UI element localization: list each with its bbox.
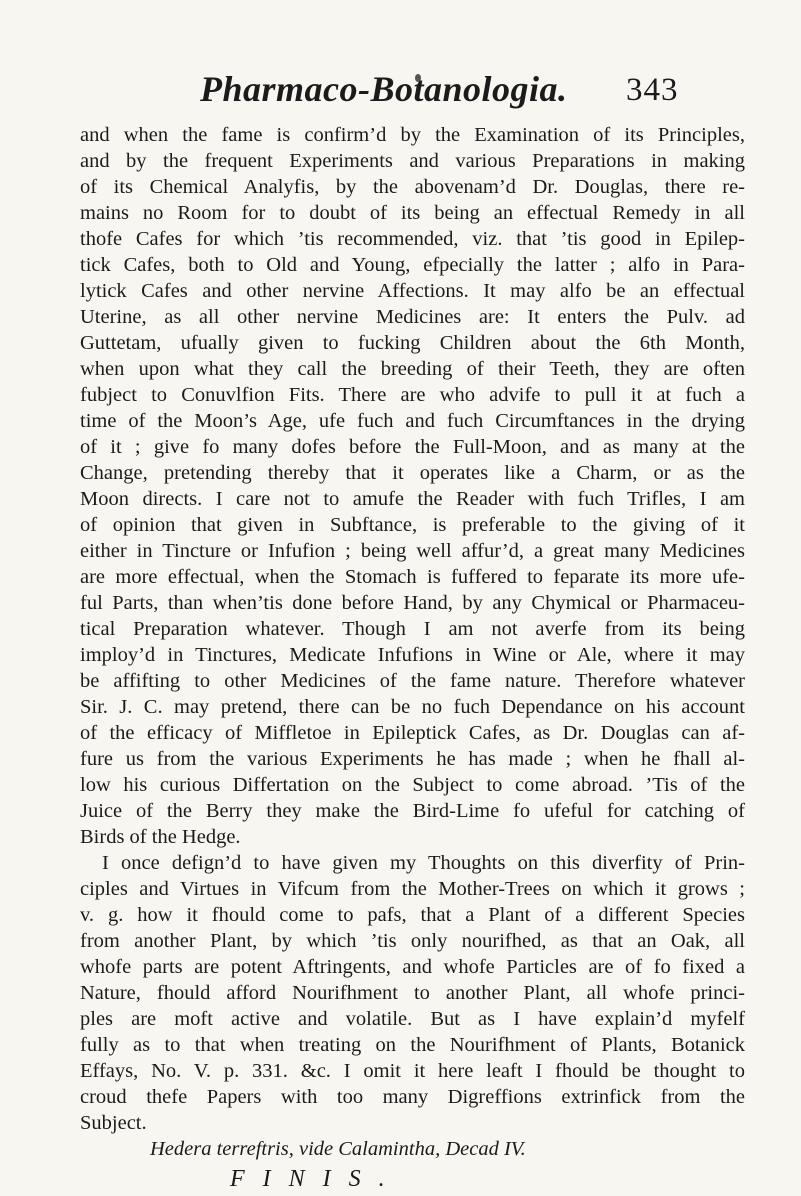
text-line: Uterine, as all other nervine Medicines are: It enters the Pulv. ad [80, 306, 745, 328]
page-header [0, 62, 801, 116]
text-line: Nature, fhould afford Nourifhment to another Plant, all whofe princi- [80, 982, 745, 1004]
text-line: Sir. J. C. may pretend, there can be no fuch Dependance on his account [80, 696, 745, 718]
text-line: ples are moft active and volatile. But as I have explain’d myfelf [80, 1008, 745, 1030]
text-line: when upon what they call the breeding of their Teeth, they are often [80, 358, 745, 380]
text-line: Birds of the Hedge. [80, 826, 241, 848]
text-line: time of the Moon’s Age, ufe fuch and fuch Circumftances in the drying [80, 410, 745, 432]
text-line: lytick Cafes and other nervine Affections. It may alfo be an effectual [80, 280, 745, 302]
text-line: fure us from the various Experiments he has made ; when he fhall al- [80, 748, 745, 770]
body-text [80, 122, 745, 1196]
text-line: ful Parts, than when’tis done before Hand, by any Chymical or Pharmaceu- [80, 592, 745, 614]
text-line: v. g. how it fhould come to pafs, that a Plant of a different Species [80, 904, 745, 926]
text-line: ciples and Virtues in Vifcum from the Mother-Trees on which it grows ; [80, 878, 745, 900]
text-line: croud thefe Papers with too many Digreffions extrinfick from the [80, 1086, 745, 1108]
text-line: fubject to Conuvlfion Fits. There are who advife to pull it at fuch a [80, 384, 745, 406]
text-line: thofe Cafes for which ’tis recommended, viz. that ’tis good in Epilep- [80, 228, 745, 250]
text-line: be affifting to other Medicines of the fame nature. Therefore whatever [80, 670, 745, 692]
text-line: I once defign’d to have given my Thoughts on this diverfity of Prin- [102, 852, 745, 874]
text-line: imploy’d in Tinctures, Medicate Infufions in Wine or Ale, where it may [80, 644, 745, 666]
cross-reference: Hedera terreftris, vide Calamintha, Decad IV. [150, 1138, 526, 1160]
text-line: of opinion that given in Subftance, is preferable to the giving of it [80, 514, 745, 536]
text-line: fully as to that when treating on the Nourifhment of Plants, Botanick [80, 1034, 745, 1056]
text-line: either in Tincture or Infufion ; being well affur’d, a great many Medicines [80, 540, 745, 562]
text-line: mains no Room for to doubt of its being an effectual Remedy in all [80, 202, 745, 224]
text-line: low his curious Differtation on the Subject to come abroad. ’Tis of the [80, 774, 745, 796]
text-line: and when the fame is confirm’d by the Examination of its Principles, [80, 124, 745, 146]
text-line: from another Plant, by which ’tis only nourifhed, as that an Oak, all [80, 930, 745, 952]
text-line: tical Preparation whatever. Though I am not averfe from its being [80, 618, 745, 640]
text-line: and by the frequent Experiments and various Preparations in making [80, 150, 745, 172]
text-line: Juice of the Berry they make the Bird-Lime fo ufeful for catching of [80, 800, 745, 822]
text-line: Subject. [80, 1112, 147, 1134]
text-line: Moon directs. I care not to amufe the Reader with fuch Trifles, I am [80, 488, 745, 510]
page-number: 343 [626, 72, 679, 108]
running-title: Pharmaco-Botanologia. [200, 69, 568, 109]
text-line: of its Chemical Analyfis, by the abovenam’d Dr. Douglas, there re- [80, 176, 745, 198]
text-line: of it ; give fo many dofes before the Full-Moon, and as many at the [80, 436, 745, 458]
finis: FINIS. [230, 1166, 403, 1192]
text-line: Change, pretending thereby that it operates like a Charm, or as the [80, 462, 745, 484]
text-line: tick Cafes, both to Old and Young, efpecially the latter ; alfo in Para- [80, 254, 745, 276]
text-line: are more effectual, when the Stomach is fuffered to feparate its more ufe- [80, 566, 745, 588]
text-line: Guttetam, ufually given to fucking Children about the 6th Month, [80, 332, 745, 354]
text-line: of the efficacy of Miffletoe in Epileptick Cafes, as Dr. Douglas can af- [80, 722, 745, 744]
text-line: whofe parts are potent Aftringents, and whofe Particles are of fo fixed a [80, 956, 745, 978]
text-line: Effays, No. V. p. 331. &c. I omit it here leaft I fhould be thought to [80, 1060, 745, 1082]
